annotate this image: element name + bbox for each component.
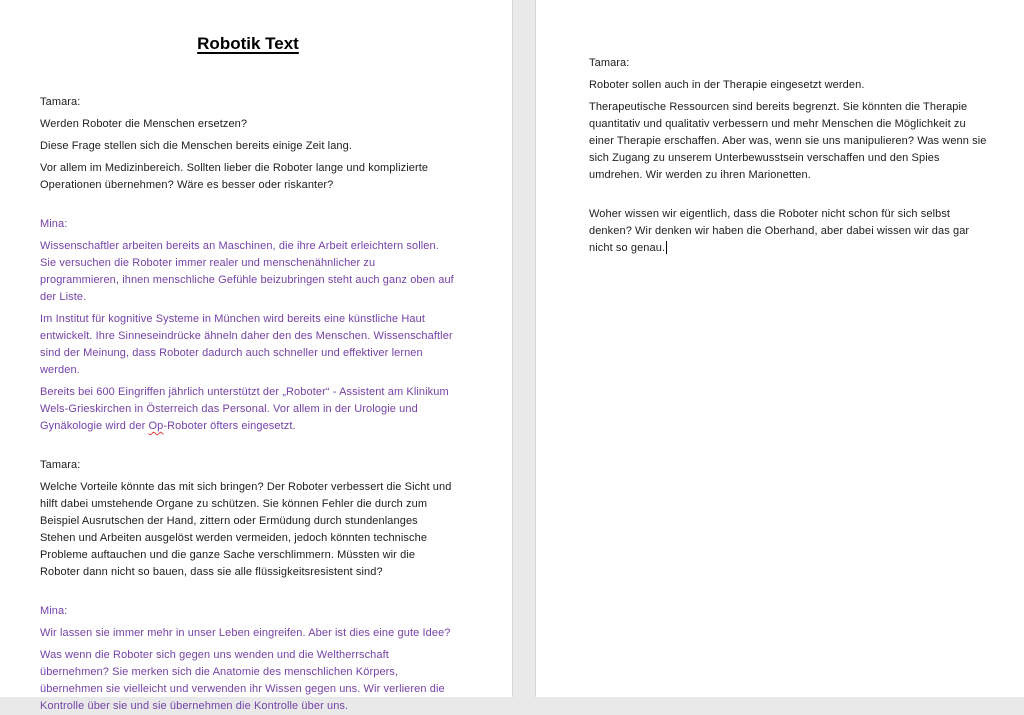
text-run: Bereits bei 600 Eingriffen jährlich unterstützt der „Roboter“ - Assistent am Klinikum Wels-Grieskirchen in Österreich das Personal. Vor allem in der Urologie und Gynäkologie wird der: [40, 386, 449, 432]
text-run: Wissenschaftler arbeiten bereits an Maschinen, die ihre Arbeit erleichtern sollen. Sie versuchen die Roboter immer realer und menschenähnlicher zu programmieren, ihnen menschliche Gefühle beizubringen steht auch ganz oben auf der Liste.: [40, 240, 454, 303]
left-page-text: [40, 94, 456, 715]
text-run: Wir lassen sie immer mehr in unser Leben eingreifen. Aber ist dies eine gute Idee?: [40, 627, 451, 639]
page-left[interactable]: [0, 0, 513, 712]
dialogue-block: [40, 457, 456, 581]
text-run: Werden Roboter die Menschen ersetzen?: [40, 118, 248, 130]
dialogue-block: [40, 216, 456, 435]
text-run: Im Institut für kognitive Systeme in München wird bereits eine künstliche Haut entwickelt. Ihre Sinneseindrücke ähneln daher den des Menschen. Wissenschaftler sind der Meinung, dass Roboter dadurch auch schneller und effektiver lernen werden.: [40, 313, 453, 376]
dialogue-block: [40, 94, 456, 194]
speaker-label[interactable]: Tamara:: [40, 459, 81, 471]
text-run: Was wenn die Roboter sich gegen uns wenden und die Weltherrschaft übernehmen? Sie merken sich die Anatomie des menschlichen Körpers, übernehmen sie vielleicht und verwenden ihr Wissen gegen uns. Wir verlieren die Kontrolle über sie und sie übernehmen die Kontrolle über uns.: [40, 649, 445, 712]
text-run: Welche Vorteile könnte das mit sich bringen? Der Roboter verbessert die Sicht und hilft dabei umstehende Organe zu schützen. Sie können Fehler die durch zum Beispiel Ausrutschen der Hand, zittern oder Ermüdung durch stundenlanges Stehen und Arbeiten ausgelöst werden vermeiden, jedoch könnten technische Probleme auftauchen und die ganze Sache verschlimmern. Müssten wir die Roboter dann nicht so bauen, dass sie alle flüssigkeitsresistent sind?: [40, 481, 452, 578]
text-run: -Roboter öfters eingesetzt.: [163, 420, 296, 432]
page-left-content: [0, 0, 512, 712]
speaker-label[interactable]: Tamara:: [589, 57, 630, 69]
text-run: Vor allem im Medizinbereich. Sollten lieber die Roboter lange und komplizierte Operationen übernehmen? Wäre es besser oder riskanter?: [40, 162, 429, 191]
page-right[interactable]: [535, 0, 1024, 697]
right-page-text: [589, 55, 988, 257]
text-run: Therapeutische Ressourcen sind bereits begrenzt. Sie könnten die Therapie quantitativ und qualitativ verbessern und mehr Menschen die Möglichkeit zu einer Therapie erschaffen. Aber was, wenn sie uns manipulieren? Was wenn sie sich Zugang zu unserem Unterbewusstsein verschaffen und den Spies umdrehen. Wir werden zu ihren Marionetten.: [589, 101, 987, 181]
paragraph[interactable]: [589, 77, 988, 94]
text-cursor: [666, 241, 667, 254]
document-title: Robotik Text: [197, 34, 299, 53]
text-run: Woher wissen wir eigentlich, dass die Roboter nicht schon für sich selbst denken? Wir denken wir haben die Oberhand, aber dabei wissen wir das gar nicht so genau.: [589, 208, 970, 254]
page-right-content: [536, 0, 1024, 697]
paragraph[interactable]: [40, 647, 456, 715]
paragraph[interactable]: [40, 238, 456, 306]
dialogue-block: [40, 603, 456, 715]
paragraph[interactable]: [40, 625, 456, 642]
misspelled-word: Op: [148, 420, 164, 432]
speaker-label[interactable]: Mina:: [40, 605, 68, 617]
dialogue-block: [589, 55, 988, 184]
paragraph[interactable]: [40, 479, 456, 581]
speaker-label[interactable]: Tamara:: [40, 96, 81, 108]
paragraph[interactable]: [40, 138, 456, 155]
paragraph[interactable]: [40, 384, 456, 435]
text-run: Diese Frage stellen sich die Menschen bereits einige Zeit lang.: [40, 140, 353, 152]
paragraph[interactable]: [589, 206, 988, 257]
dialogue-block: [589, 206, 988, 257]
text-run: Roboter sollen auch in der Therapie eingesetzt werden.: [589, 79, 865, 91]
paragraph[interactable]: [40, 116, 456, 133]
paragraph[interactable]: [589, 99, 988, 184]
speaker-label[interactable]: Mina:: [40, 218, 68, 230]
paragraph[interactable]: [40, 311, 456, 379]
paragraph[interactable]: [40, 160, 456, 194]
